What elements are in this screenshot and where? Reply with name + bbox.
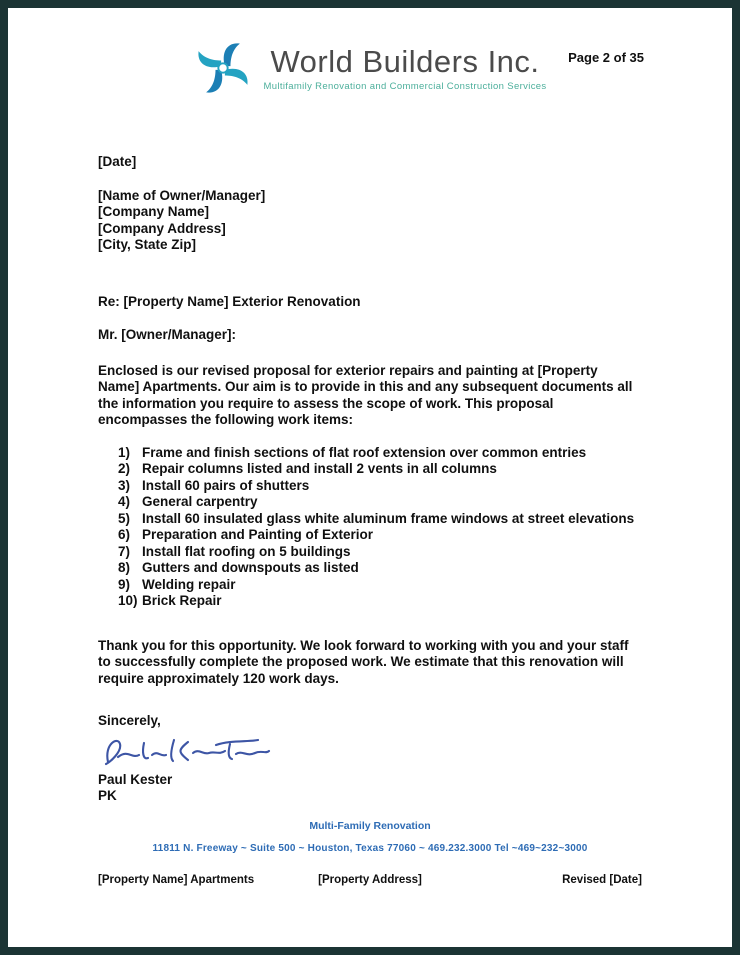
- footer-division: Multi-Family Renovation: [309, 820, 431, 832]
- page-number: Page 2 of 35: [568, 50, 644, 65]
- recipient-name: [Name of Owner/Manager]: [98, 187, 266, 203]
- company-logo: [8, 38, 732, 98]
- work-item: Repair columns listed and install 2 vents in all columns: [142, 461, 497, 476]
- letterhead: [8, 8, 732, 126]
- work-items-list: [98, 445, 640, 610]
- footer-property-address: [Property Address]: [318, 874, 422, 886]
- work-item: General carpentry: [142, 494, 258, 509]
- date-placeholder: [Date]: [98, 154, 137, 169]
- work-item: Welding repair: [142, 576, 236, 592]
- footer-revised-date: Revised [Date]: [562, 874, 642, 886]
- recipient-company: [Company Name]: [98, 204, 210, 219]
- signature-scribble-icon: [98, 732, 273, 772]
- recipient-address: [Company Address]: [98, 220, 226, 236]
- pinwheel-logo-icon: [193, 38, 253, 98]
- letter-body: [8, 154, 732, 805]
- recipient-city-state-zip: [City, State Zip]: [98, 237, 197, 252]
- footer-address-line: 11811 N. Freeway ~ Suite 500 ~ Houston, Texas 77060 ~ 469.232.3000 Tel ~469~232~3000: [152, 843, 588, 854]
- salutation: Mr. [Owner/Manager]:: [98, 327, 237, 342]
- company-name: World Builders Inc.: [270, 43, 540, 79]
- footer-bottom-row: [8, 874, 732, 886]
- closing-paragraph: Thank you for this opportunity. We look forward to working with you and your staff to successfully complete the proposed work. We estimate that this renovation will require approximately 120 work days.: [98, 637, 629, 686]
- footer-property-name: [Property Name] Apartments: [98, 874, 255, 886]
- work-item: Frame and finish sections of flat roof extension over common entries: [142, 444, 587, 460]
- work-item: Gutters and downspouts as listed: [142, 560, 359, 575]
- work-item: Brick Repair: [142, 593, 222, 608]
- recipient-block: [98, 188, 640, 254]
- subject-line: Re: [Property Name] Exterior Renovation: [98, 293, 361, 309]
- work-item: Install 60 pairs of shutters: [142, 477, 310, 493]
- work-item: Install 60 insulated glass white aluminum frame windows at street elevations: [142, 510, 635, 526]
- sign-off: Sincerely,: [98, 713, 161, 728]
- signatory-initials: PK: [98, 788, 117, 803]
- signatory-name: Paul Kester: [98, 771, 173, 787]
- company-tagline: Multifamily Renovation and Commercial Construction Services: [263, 80, 547, 92]
- signature: [98, 732, 640, 772]
- work-item: Preparation and Painting of Exterior: [142, 527, 374, 542]
- logo-text: [263, 45, 546, 92]
- intro-paragraph: Enclosed is our revised proposal for exterior repairs and painting at [Property Name] Apartments. Our aim is to provide in this and any subsequent documents all the information you require to assess the scope of work. This proposal encompasses the following work items:: [98, 362, 633, 427]
- work-item: Install flat roofing on 5 buildings: [142, 543, 351, 559]
